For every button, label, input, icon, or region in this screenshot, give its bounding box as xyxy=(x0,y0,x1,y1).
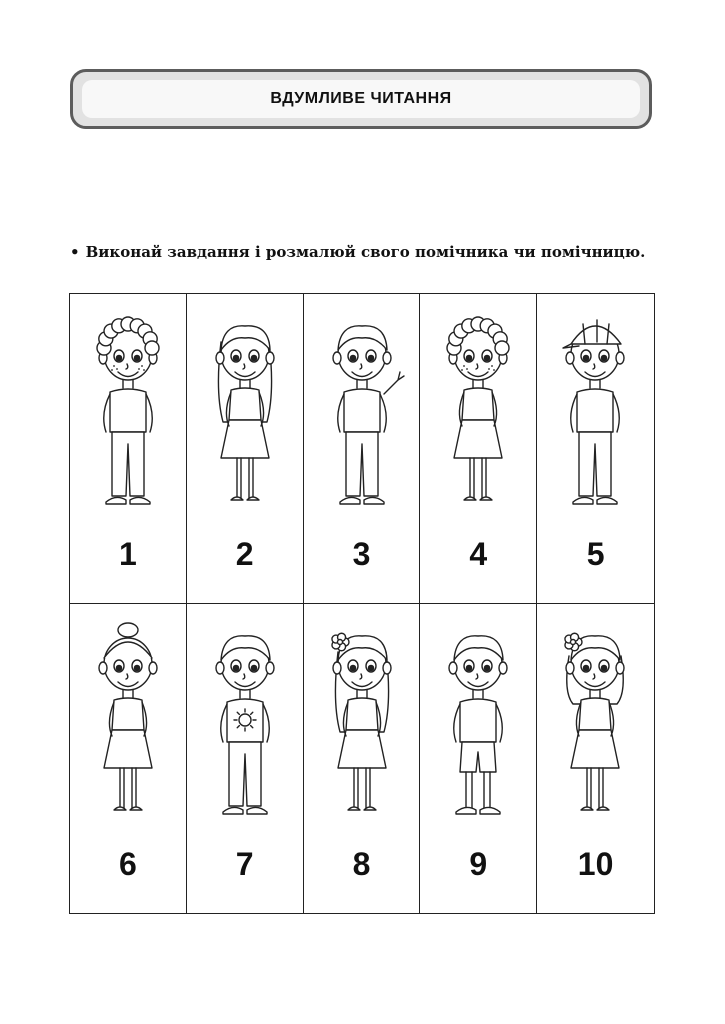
curly-girl-freckles-icon xyxy=(426,302,531,522)
bullet-icon: • xyxy=(70,243,80,261)
girl-flower-headband-icon xyxy=(310,612,415,832)
child-card-6 xyxy=(70,604,187,914)
child-number: 8 xyxy=(352,845,371,882)
child-number: 5 xyxy=(586,536,605,572)
child-number: 1 xyxy=(119,536,137,572)
long-hair-girl-icon xyxy=(193,302,298,522)
child-number: 9 xyxy=(469,845,488,882)
instruction-line xyxy=(70,243,670,261)
child-number: 4 xyxy=(469,536,488,572)
child-card-9 xyxy=(420,604,537,914)
girl-flower-bob-icon xyxy=(543,612,648,832)
waving-boy-icon xyxy=(310,302,415,522)
boy-shorts-icon xyxy=(426,612,531,832)
child-number: 6 xyxy=(119,845,137,882)
girl-with-bun-icon xyxy=(76,612,181,832)
children-grid xyxy=(69,293,655,914)
child-card-8 xyxy=(304,604,421,914)
instruction-text: Виконай завдання і розмалюй свого помічника чи помічницю. xyxy=(85,243,646,261)
child-number: 3 xyxy=(352,536,371,572)
child-card-3 xyxy=(304,294,421,604)
child-card-2 xyxy=(187,294,304,604)
boy-with-cap-icon xyxy=(543,302,648,522)
child-card-1 xyxy=(70,294,187,604)
page-title: ВДУМЛИВЕ ЧИТАННЯ xyxy=(270,90,452,107)
child-number: 10 xyxy=(577,845,614,882)
child-card-10 xyxy=(537,604,654,914)
header-banner-inner xyxy=(82,80,640,118)
header-banner xyxy=(70,69,652,129)
child-number: 2 xyxy=(235,536,254,572)
child-number: 7 xyxy=(235,845,254,882)
child-card-7 xyxy=(187,604,304,914)
child-card-5 xyxy=(537,294,654,604)
child-card-4 xyxy=(420,294,537,604)
boy-sun-shirt-icon xyxy=(193,612,298,832)
curly-boy-freckles-icon xyxy=(76,302,181,522)
